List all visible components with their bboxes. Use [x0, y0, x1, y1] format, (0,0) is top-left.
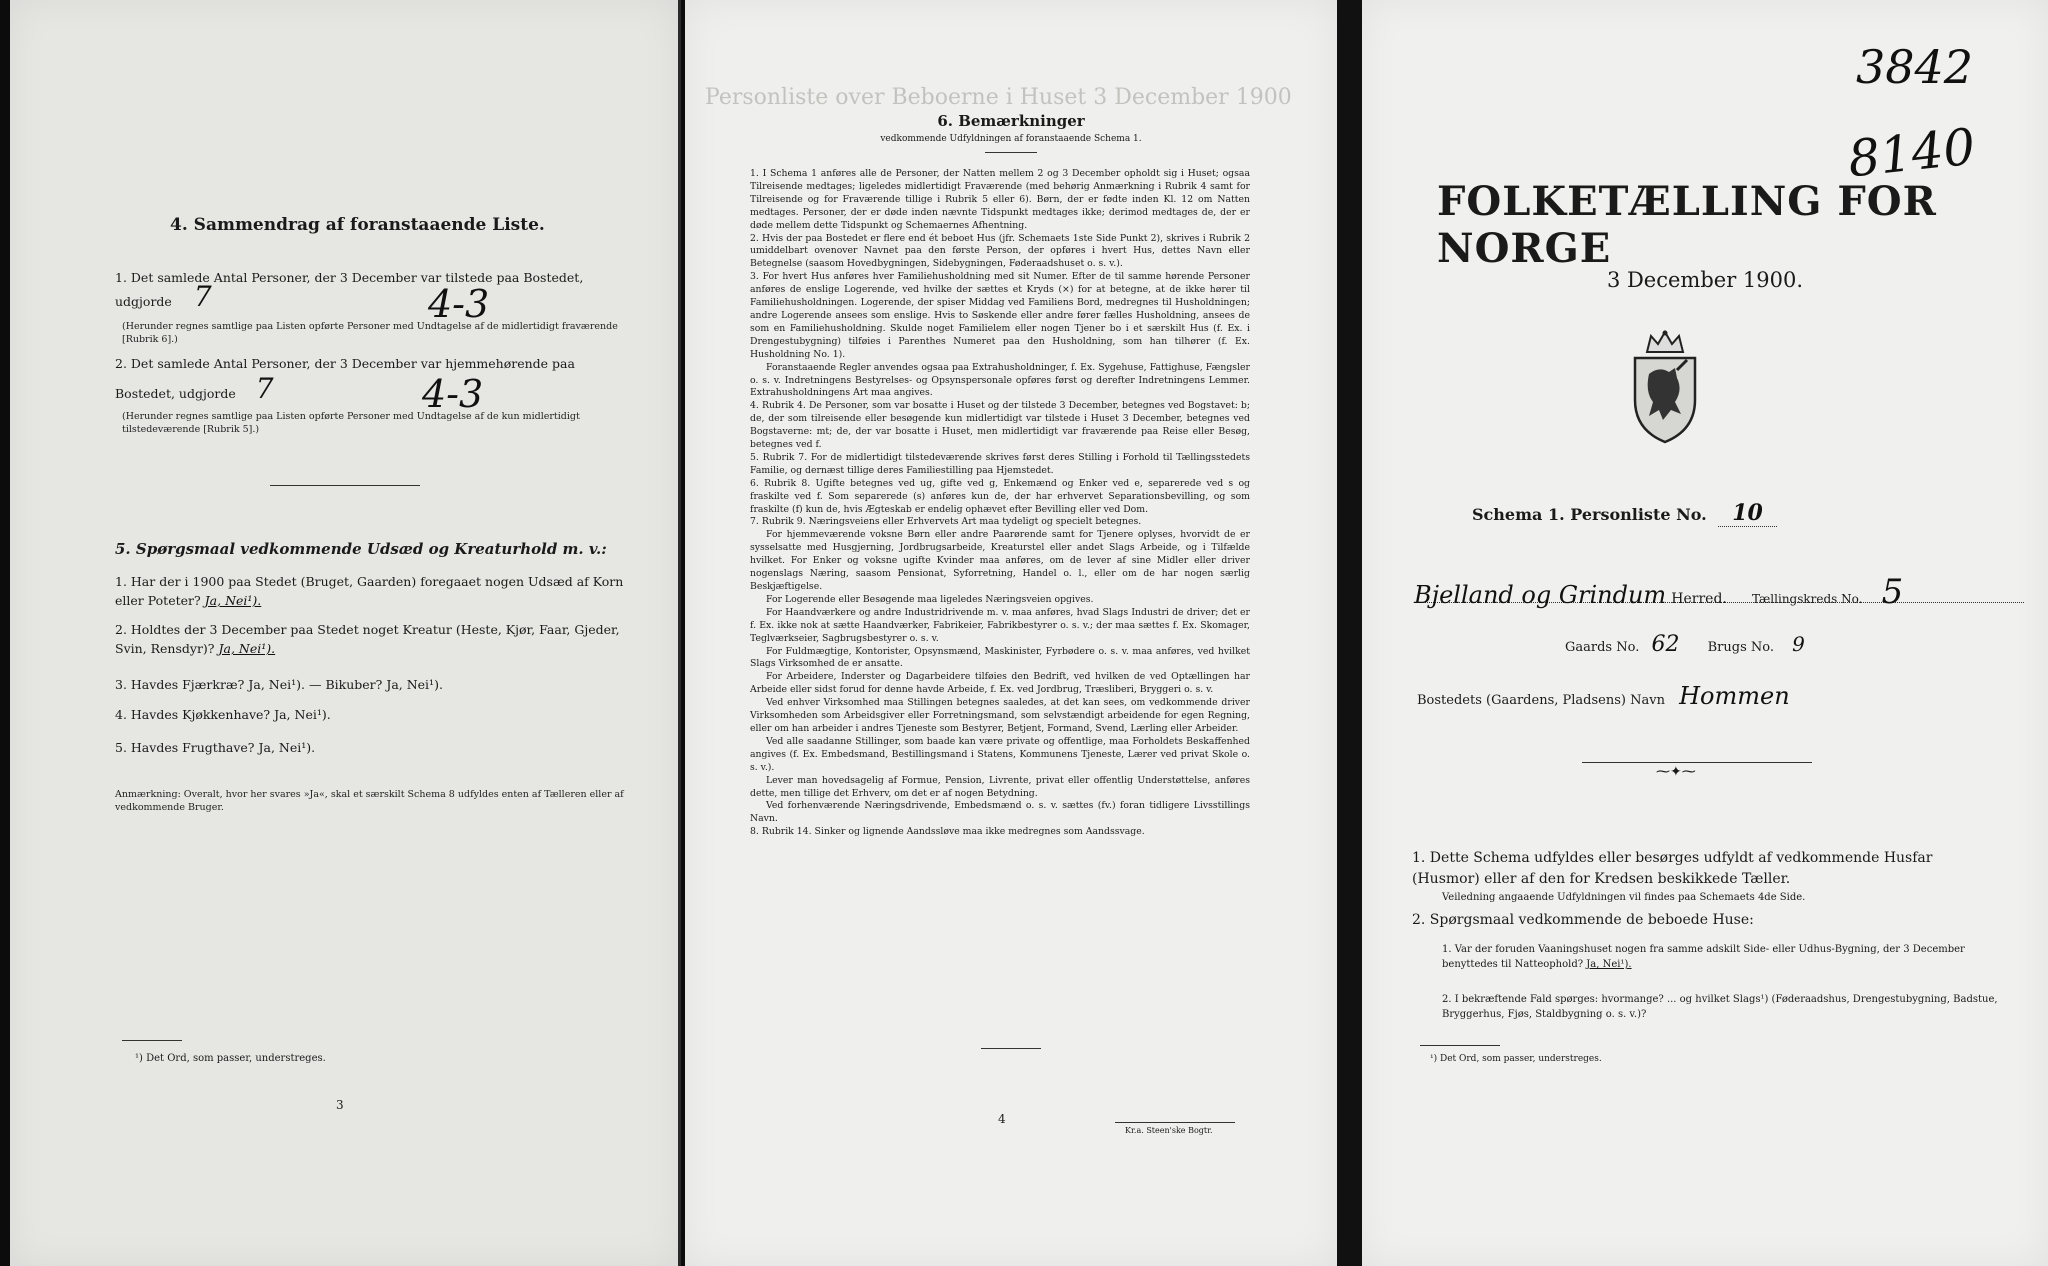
gaards-label: Gaards No.: [1565, 640, 1640, 655]
s5-q1-text: 1. Har der i 1900 paa Stedet (Bruget, Gaarden) foregaaet nogen Udsæd af Korn eller Poteter?: [115, 574, 624, 608]
remark-item: Ved alle saadanne Stillinger, som baade kan være private og offentlige, maa Forholdets Beskaffenhed angives (f. Ex. Embedsmand, Bestillingsmand i Statens, Kommunens Tjeneste, Lærer ved privat Skole o. s. v.).: [750, 735, 1250, 773]
form-date: 3 December 1900.: [1606, 268, 1804, 292]
gaards-brugs-line: [1565, 632, 1805, 657]
remark-item: 6. Rubrik 8. Ugifte betegnes ved ug, gifte ved g, Enkemænd og Enker ved e, separerede ved s og fraskilte ved f. Som separerede (s) anføres kun de, der har erhvervet Separationsbevilling, og som fraskilte (f) kun de, hvis Ægteskab er endelig ophævet efter Bevilling eller ved Dom.: [750, 477, 1250, 515]
summary-question-1: [115, 268, 635, 311]
q2-text: 2. Det samlede Antal Personer, der 3 December var hjemmehørende paa: [115, 356, 575, 371]
s5-q4-text: 4. Havdes Kjøkkenhave?: [115, 707, 271, 722]
q2-handwritten-answer: 7: [255, 372, 274, 405]
s5-q1-answer: Ja, Nei¹).: [204, 593, 262, 608]
bosted-label: Bostedets (Gaardens, Pladsens) Navn: [1417, 693, 1665, 708]
section-4-title: 4. Sammendrag af foranstaaende Liste.: [170, 215, 545, 235]
s5-q3a-answer: Ja, Nei¹).: [248, 677, 305, 692]
herred-line: [1414, 572, 2024, 612]
archive-number-2: 8140: [1845, 117, 1978, 189]
q1-note: (Herunder regnes samtlige paa Listen opførte Personer med Undtagelse af de midlertidigt fraværende [Rubrik 6].): [122, 321, 618, 345]
remark-item: Ved enhver Virksomhed maa Stillingen betegnes saaledes, at det kan sees, om vedkommende driver Virksomheden som Arbeidsgiver eller Forretningsmand, som selvstændigt arbeidende for egen Regning, eller om han arbeider i andres Tjeneste som Bestyrer, Betjent, Formand, Svend, Lærling eller Arbeider.: [750, 697, 1250, 734]
s5-question-4: [115, 705, 331, 724]
q2-handwritten-side: 4-3: [422, 372, 484, 416]
q1-handwritten-answer: 7: [193, 280, 212, 313]
brugs-number: 9: [1792, 632, 1805, 656]
remark-item: 1. I Schema 1 anføres alle de Personer, der Natten mellem 2 og 3 December opholdt sig i Huset; ogsaa Tilreisende medtages; ligeledes midlertidigt Fraværende (med behørig Anmærkning i Rubrik 4 samt for Tilreisende og for Fraværende tillige i Rubrik 5 eller 6). Børn, der er fødte inden Kl. 12 om Natten medtages. Personer, der er døde inden nævnte Tidspunkt medtages ikke; derimod medtages de, der er døde mellem dette Tidspunkt og Schemaernes Afhentning.: [750, 168, 1250, 231]
s5-q2-text: 2. Holdtes der 3 December paa Stedet noget Kreatur (Heste, Kjør, Faar, Gjeder, Svin, Rensdyr)?: [115, 622, 620, 656]
s5-q3b-text: — Bikuber?: [308, 677, 383, 692]
remark-item: 7. Rubrik 9. Næringsveiens eller Erhvervets Art maa tydeligt og specielt betegnes.: [750, 516, 1142, 528]
remark-item: For Haandværkere og andre Industridrivende m. v. maa anføres, hvad Slags Industri de driver; det er f. Ex. ikke nok at sætte Haandværker, Fabrikeier, Fabrikbestyrer o. s. v.; der maa sættes f. Ex. Skomager, Teglværkseier, Sagbrugsbestyrer o. s. v.: [750, 606, 1250, 644]
page-3-summary: [10, 0, 678, 1266]
q1-handwritten-side: 4-3: [428, 282, 490, 326]
instruction-2: 2. Spørgsmaal vedkommende de beboede Huse:: [1412, 912, 1754, 928]
brugs-label: Brugs No.: [1707, 640, 1774, 655]
ornament: ⁓✦⁓: [1656, 764, 1696, 780]
coat-of-arms-icon: [1625, 330, 1705, 446]
remarks-list: [750, 168, 1250, 839]
remark-item: Lever man hovedsagelig af Formue, Pension, Livrente, privat eller offentlig Understøttelse, anføres dette, men tillige det Erhverv, om det er af nogen Betydning.: [750, 774, 1250, 799]
q1-text: 1. Det samlede Antal Personer, der 3 December var tilstede paa Bostedet,: [115, 270, 584, 285]
remark-item: 4. Rubrik 4. De Personer, som var bosatte i Huset og der tilstede 3 December, betegnes ved Bogstavet: b; de, der som tilreisende eller besøgende kun midlertidigt var tilstede i Huset 3 December, betegnes ved Bogstaverne: mt; de, der var bosatte i Huset, men midlertidigt var fraværende paa Reise eller Besøg, betegnes ved f.: [750, 400, 1250, 451]
q2-label: Bostedet, udgjorde: [115, 386, 236, 401]
page-number: 3: [336, 1098, 344, 1112]
s5-question-2: [115, 620, 625, 658]
kreds-label: Tællingskreds No.: [1751, 592, 1863, 606]
s5-q3a-text: 3. Havdes Fjærkræ?: [115, 677, 245, 692]
archive-number-1: 3842: [1856, 40, 1974, 94]
instr2-q1-text: 1. Var der foruden Vaaningshuset nogen fra samme adskilt Side- eller Udhus-Bygning, der 3 December benyttedes til Natteophold?: [1442, 944, 1965, 970]
page-4-remarks: [685, 0, 1337, 1266]
s5-q3b-answer: Ja, Nei¹).: [386, 677, 443, 692]
remark-item: 5. Rubrik 7. For de midlertidigt tilstedeværende skrives først deres Stilling i Forhold til Tællingsstedets Familie, og dernæst tillige deres Familiestilling paa Hjemstedet.: [750, 451, 1250, 476]
form-title: FOLKETÆLLING FOR NORGE: [1437, 178, 1937, 272]
bleed-through-header: Personliste over Beboerne i Huset 3 December 1900: [705, 85, 1292, 110]
s5-question-5: [115, 738, 315, 757]
printer-rule: [1115, 1122, 1235, 1123]
gaards-number: 62: [1651, 632, 1680, 657]
instruction-2-q1: [1442, 942, 2002, 972]
printer-credit: Kr.a. Steen'ske Bogtr.: [1125, 1126, 1213, 1135]
remark-item: For Fuldmægtige, Kontorister, Opsynsmænd, Maskinister, Fyrbødere o. s. v. maa anføres, ved hvilket Slags Virksomhed de er ansatte.: [750, 645, 1250, 670]
s5-question-1: [115, 572, 625, 610]
remark-item: Foranstaaende Regler anvendes ogsaa paa Extrahusholdninger, f. Ex. Sygehuse, Fattighuse, Fængsler o. s. v. Indretningens Bestyrelses- og Opsynspersonale opføres først og derefter Indretningens Lemmer. Extrahusholdningens Art maa angives.: [750, 361, 1250, 399]
remark-item: Ved forhenværende Næringsdrivende, Embedsmænd o. s. v. sættes (fv.) foran tidligere Livsstillings Navn.: [750, 800, 1250, 825]
remarks-subtitle: vedkommende Udfyldningen af foranstaaende Schema 1.: [880, 134, 1142, 144]
bosted-value: Hommen: [1679, 682, 1790, 710]
divider: [1582, 762, 1812, 763]
footnote: ¹) Det Ord, som passer, understreges.: [135, 1053, 326, 1064]
bosted-line: [1417, 682, 1790, 710]
footnote: ¹) Det Ord, som passer, understreges.: [1430, 1054, 1602, 1064]
divider: [981, 1048, 1041, 1049]
divider: [270, 485, 420, 486]
s5-question-3: [115, 675, 625, 694]
instruction-1-note: Veiledning angaaende Udfyldningen vil findes paa Schemaets 4de Side.: [1442, 892, 1806, 903]
schema-label-text: Schema 1. Personliste No.: [1472, 505, 1707, 524]
page-number: 4: [998, 1112, 1006, 1126]
instruction-2-q2: 2. I bekræftende Fald spørges: hvormange? ... og hvilket Slags¹) (Føderaadshus, Drengestubygning, Badstue, Bryggerhus, Fjøs, Staldbygning o. s. v.)?: [1442, 994, 1998, 1020]
schema-label: [1472, 500, 1777, 526]
s5-q5-answer: Ja, Nei¹).: [258, 740, 316, 755]
s5-q5-text: 5. Havdes Frugthave?: [115, 740, 255, 755]
remark-item: For Arbeidere, Inderster og Dagarbeidere tilføies den Bedrift, ved hvilken de ved Optællingen har Arbeide eller sidst forud for denne havde Arbeide, f. Ex. ved Jordbrug, Træsliberi, Bryggeri o. s. v.: [750, 671, 1250, 696]
herred-label: Herred.: [1671, 591, 1727, 607]
remark-item: For hjemmeværende voksne Børn eller andre Paarørende samt for Tjenere oplyses, hvorvidt de er sysselsatte med Husgjerning, Jordbrugsarbeide, Kreaturstel eller andet Slags Arbeide, og i Tilfælde hvilket. For Enker og voksne ugifte Kvinder maa anføres, om de lever af sine Midler eller driver nogenslags Næring, saasom Pensionat, Syforretning, Handel o. l., eller om de har nogen særlig Beskjæftigelse.: [750, 529, 1250, 592]
s5-q4-answer: Ja, Nei¹).: [274, 707, 331, 722]
footnote-rule: [122, 1040, 182, 1041]
page-1-cover: [1362, 0, 2048, 1266]
summary-question-2: [115, 354, 635, 403]
instruction-1: 1. Dette Schema udfyldes eller besørges udfyldt af vedkommende Husfar (Husmor) eller af den for Kredsen beskikkede Tæller.: [1412, 850, 1933, 887]
section-5-title: 5. Spørgsmaal vedkommende Udsæd og Kreaturhold m. v.:: [115, 540, 607, 558]
remark-item: For Logerende eller Besøgende maa ligeledes Næringsveien opgives.: [766, 593, 1094, 605]
s5-q2-answer: Ja, Nei¹).: [218, 641, 276, 656]
remark-item: 2. Hvis der paa Bostedet er flere end ét beboet Hus (jfr. Schemaets 1ste Side Punkt 2), skrives i Rubrik 2 umiddelbart ovenover Navnet paa den første Person, der opføres i hvert Hus, dettes Navn eller Betegnelse (saasom Hovedbygningen, Sidebygningen, Føderaadshuset o. s. v.).: [750, 232, 1250, 270]
remark-note: Anmærkning: Overalt, hvor her svares »Ja«, skal et særskilt Schema 8 udfyldes enten af Tælleren eller af vedkommende Bruger.: [115, 789, 624, 813]
remark-item: 8. Rubrik 14. Sinker og lignende Aandssløve maa ikke medregnes som Aandssvage.: [750, 826, 1145, 838]
instr2-q1-answer: Ja, Nei¹).: [1586, 959, 1632, 970]
personliste-number: 10: [1718, 500, 1777, 527]
kreds-number: 5: [1881, 572, 1904, 612]
divider: [985, 152, 1037, 153]
herred-value: Bjelland og Grindum: [1414, 581, 1667, 609]
remarks-title: 6. Bemærkninger: [937, 112, 1085, 130]
remark-item: 3. For hvert Hus anføres hver Familiehusholdning med sit Numer. Efter de til samme hørende Personer anføres de enslige Logerende, ved hvilke der sættes et Kryds (×) for at betegne, at de ikke hører til Familiehusholdningen. Logerende, der spiser Middag ved Familiens Bord, medregnes til Husholdningen; andre Logerende ansees som enslige. Hvis to Søskende eller andre fører fælles Husholdning, ansees de som en Familiehusholdning. Skulde noget Familielem eller nogen Tjener bo i et særskilt Hus (f. Ex. i Drengestubygning) tilføies i Parenthes Numeret paa den Husholdning, som han tilhører (f. Ex. Husholdning No. 1).: [750, 271, 1250, 360]
q2-note: (Herunder regnes samtlige paa Listen opførte Personer med Undtagelse af de kun midlertidigt tilstedeværende [Rubrik 5].): [122, 411, 580, 435]
footnote-rule: [1420, 1045, 1500, 1046]
q1-label: udgjorde: [115, 294, 172, 309]
